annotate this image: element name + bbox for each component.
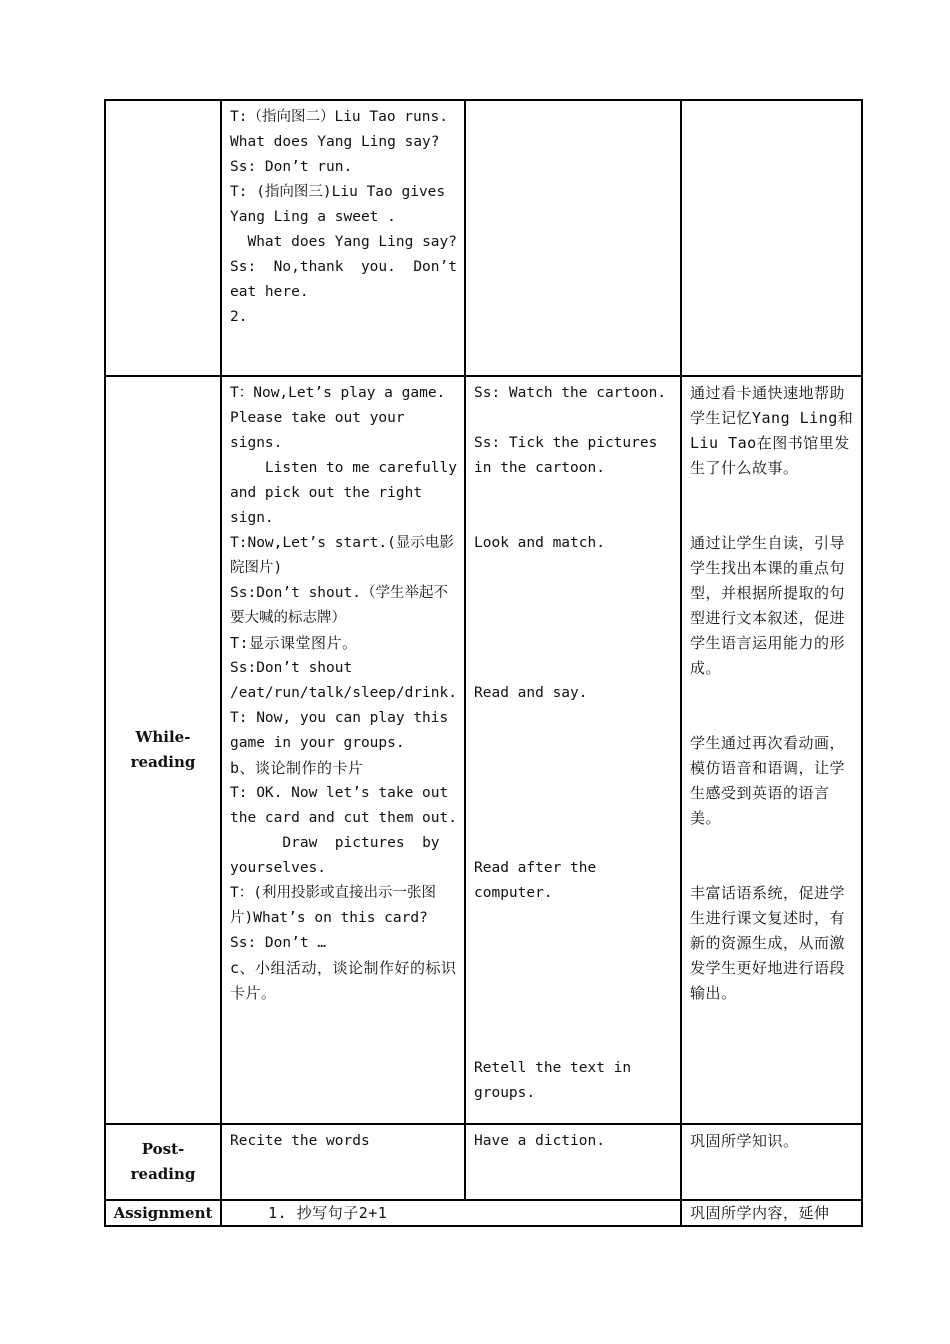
purpose-note: 巩固所学内容，延伸 (690, 1204, 830, 1222)
purpose-note: 丰富话语系统，促进学生进行课文复述时，有新的资源生成，从而激发学生更好地进行语段输出。 (690, 884, 846, 1002)
teacher-line: T:Now,Let’s start.(显示电影院图片) (230, 535, 454, 576)
post-purpose-cell (681, 1124, 862, 1200)
student-activity: Retell the text in groups. (474, 1060, 640, 1101)
student-activity: Ss: Tick the pictures in the cartoon. (474, 435, 667, 476)
intro-student-cell (465, 100, 681, 376)
teacher-line: T: Now, you can play this game in your groups. (230, 710, 457, 751)
intro-teacher-line: Ss: No,thank you. Don’t eat here. (230, 259, 466, 300)
assignment-text: 1. 抄写句子2+1 (230, 1204, 388, 1222)
purpose-note: 通过让学生自读，引导学生找出本课的重点句型，并根据所提取的句型进行文本叙述，促进学生语言运用能力的形成。 (690, 534, 846, 677)
stage-label: Post- (141, 1140, 185, 1158)
teacher-line: Recite the words (230, 1133, 370, 1149)
assignment-row (105, 1200, 862, 1226)
teacher-line: T:显示课堂图片。 (230, 634, 358, 652)
student-activity: Have a diction. (474, 1133, 605, 1149)
teacher-line: Ss:Don’t shout.（学生举起不要大喊的标志牌） (230, 585, 448, 626)
teacher-line: T：Now,Let’s play a game. Please take out your signs. (230, 385, 455, 451)
purpose-note: 学生通过再次看动画，模仿语音和语调，让学生感受到英语的语言美。 (690, 734, 846, 827)
post-reading-stage-cell (105, 1124, 221, 1200)
student-activity: Read after the computer. (474, 860, 605, 901)
teacher-line: Draw pictures by yourselves. (230, 835, 449, 876)
intro-teacher-line: T:（指向图二）Liu Tao runs. What does Yang Ling say? (230, 109, 457, 150)
teacher-line: Listen to me carefully and pick out the right sign. (230, 460, 466, 526)
lesson-plan-table (104, 99, 863, 1227)
student-activity: Ss: Watch the cartoon. (474, 385, 667, 401)
teacher-line: T：(利用投影或直接出示一张图片)What’s on this card? (230, 885, 436, 926)
while-student-cell (465, 376, 681, 1124)
assignment-content-cell (221, 1200, 681, 1226)
intro-teacher-line: Ss: Don’t run. (230, 159, 353, 175)
intro-teacher-line: T: (指向图三)Liu Tao gives Yang Ling a sweet . (230, 184, 454, 225)
intro-teacher-line: 2. (230, 309, 248, 325)
intro-teacher-line: What does Yang Ling say? (230, 234, 457, 250)
teacher-line: T: OK. Now let’s take out the card and cut them out. (230, 785, 457, 826)
intro-purpose-cell (681, 100, 862, 376)
purpose-note: 巩固所学知识。 (690, 1132, 799, 1150)
teacher-line: Ss: Don’t … (230, 935, 327, 951)
while-reading-row (105, 376, 862, 1124)
while-reading-stage-cell (105, 376, 221, 1124)
assignment-purpose-cell (681, 1200, 862, 1226)
post-student-cell (465, 1124, 681, 1200)
student-activity: Look and match. (474, 535, 605, 551)
purpose-note: 通过看卡通快速地帮助学生记忆Yang Ling和Liu Tao在图书馆里发生了什么故事。 (690, 384, 854, 477)
student-activity: Read and say. (474, 685, 588, 701)
intro-row (105, 100, 862, 376)
teacher-line: c、小组活动，谈论制作好的标识卡片。 (230, 959, 457, 1002)
stage-label: While- (135, 728, 191, 746)
intro-teacher-cell (221, 100, 465, 376)
post-teacher-cell (221, 1124, 465, 1200)
teacher-line: b、谈论制作的卡片 (230, 759, 364, 777)
post-reading-row (105, 1124, 862, 1200)
stage-label: reading (130, 753, 196, 771)
while-purpose-cell (681, 376, 862, 1124)
intro-stage-cell (105, 100, 221, 376)
teacher-line: Ss:Don’t shout /eat/run/talk/sleep/drink. (230, 660, 457, 701)
stage-label: reading (130, 1165, 196, 1183)
stage-label: Assignment (113, 1204, 213, 1222)
while-teacher-cell (221, 376, 465, 1124)
assignment-stage-cell (105, 1200, 221, 1226)
